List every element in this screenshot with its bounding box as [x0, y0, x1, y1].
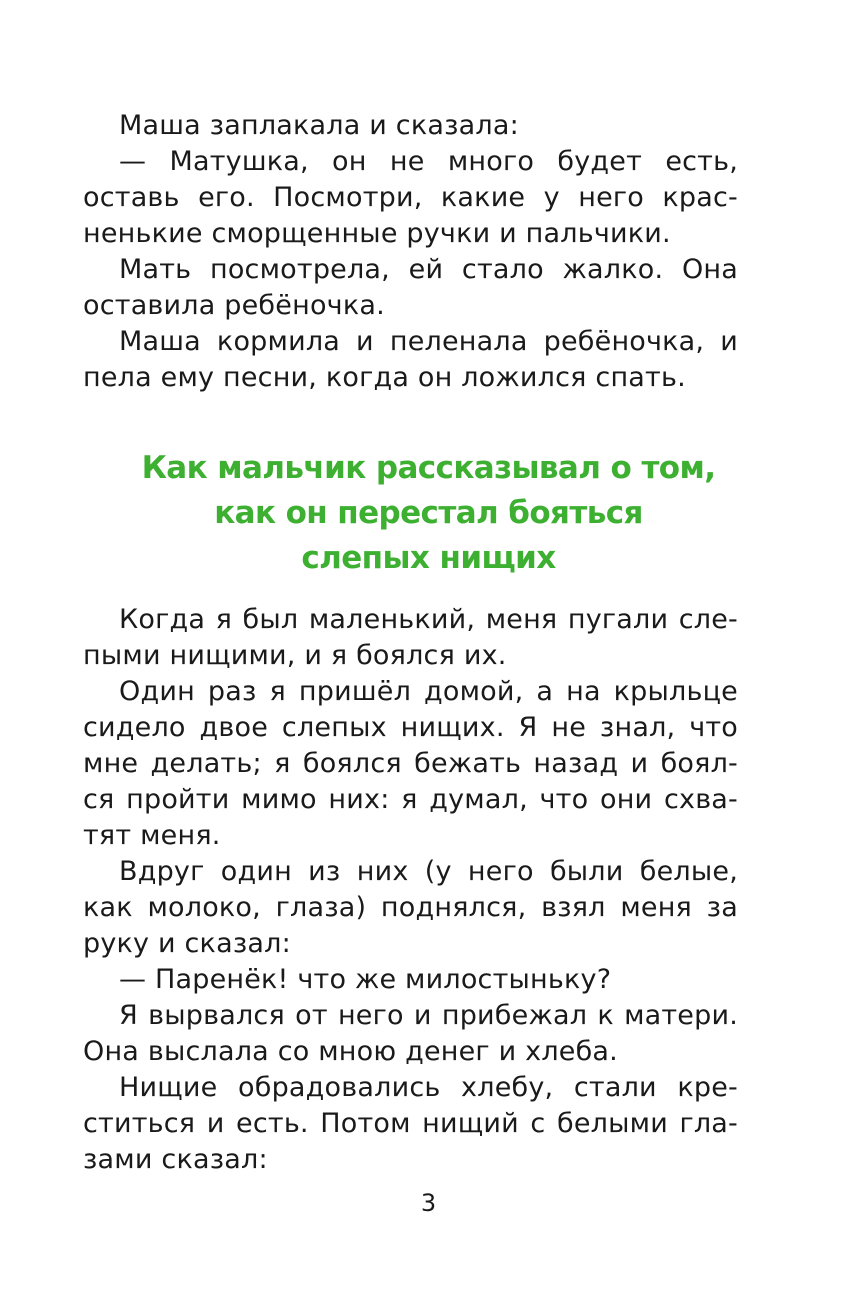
paragraph-line: Когда я был маленький, меня пугали сле-	[119, 604, 738, 635]
paragraph-line: пела ему песни, когда он ложился спать.	[83, 362, 686, 393]
paragraph-line: Маша заплакала и сказала:	[119, 110, 519, 141]
paragraph-line: ненькие сморщенные ручки и пальчики.	[83, 218, 671, 249]
page-number: 3	[420, 1189, 437, 1217]
paragraph-line: Мать посмотрела, ей стало жалко. Она	[119, 254, 738, 285]
paragraph-line: Она выслала со мною денег и хлеба.	[83, 1036, 618, 1067]
paragraph-line: тят меня.	[83, 820, 221, 851]
heading-line: Как мальчик рассказывал о том,	[141, 450, 716, 486]
paragraph-line: руку и сказал:	[83, 928, 291, 959]
paragraph-line: ститься и есть. Потом нищий с белыми гла-	[83, 1108, 738, 1139]
chapter-heading	[60, 446, 797, 581]
heading-line: слепых нищих	[301, 540, 556, 576]
heading-line: как он перестал бояться	[214, 495, 643, 531]
text-block-bottom	[83, 602, 738, 1178]
paragraph-line: сидело двое слепых нищих. Я не знал, что	[83, 712, 738, 743]
paragraph-line: мне делать; я боялся бежать назад и боял-	[83, 748, 738, 779]
text-block-top	[83, 108, 738, 396]
paragraph-line: Вдруг один из них (у него были белые,	[119, 856, 738, 887]
paragraph-line: пыми нищими, и я боялся их.	[83, 640, 507, 671]
paragraph-line: Я вырвался от него и прибежал к матери.	[119, 1000, 738, 1031]
paragraph-line: ся пройти мимо них: я думал, что они схва-	[83, 784, 738, 815]
paragraph-line: оставь его. Посмотри, какие у него крас-	[83, 182, 738, 213]
paragraph-line: Один раз я пришёл домой, а на крыльце	[119, 676, 738, 707]
paragraph-line: как молоко, глаза) поднялся, взял меня за	[83, 892, 738, 923]
paragraph-line: — Матушка, он не много будет есть,	[119, 146, 738, 177]
paragraph-line: — Паренёк! что же милостыньку?	[119, 964, 612, 995]
paragraph-line: Нищие обрадовались хлебу, стали кре-	[119, 1072, 738, 1103]
paragraph-line: оставила ребёночка.	[83, 290, 385, 321]
paragraph-line: зами сказал:	[83, 1144, 268, 1175]
paragraph-line: Маша кормила и пеленала ребёночка, и	[119, 326, 738, 357]
